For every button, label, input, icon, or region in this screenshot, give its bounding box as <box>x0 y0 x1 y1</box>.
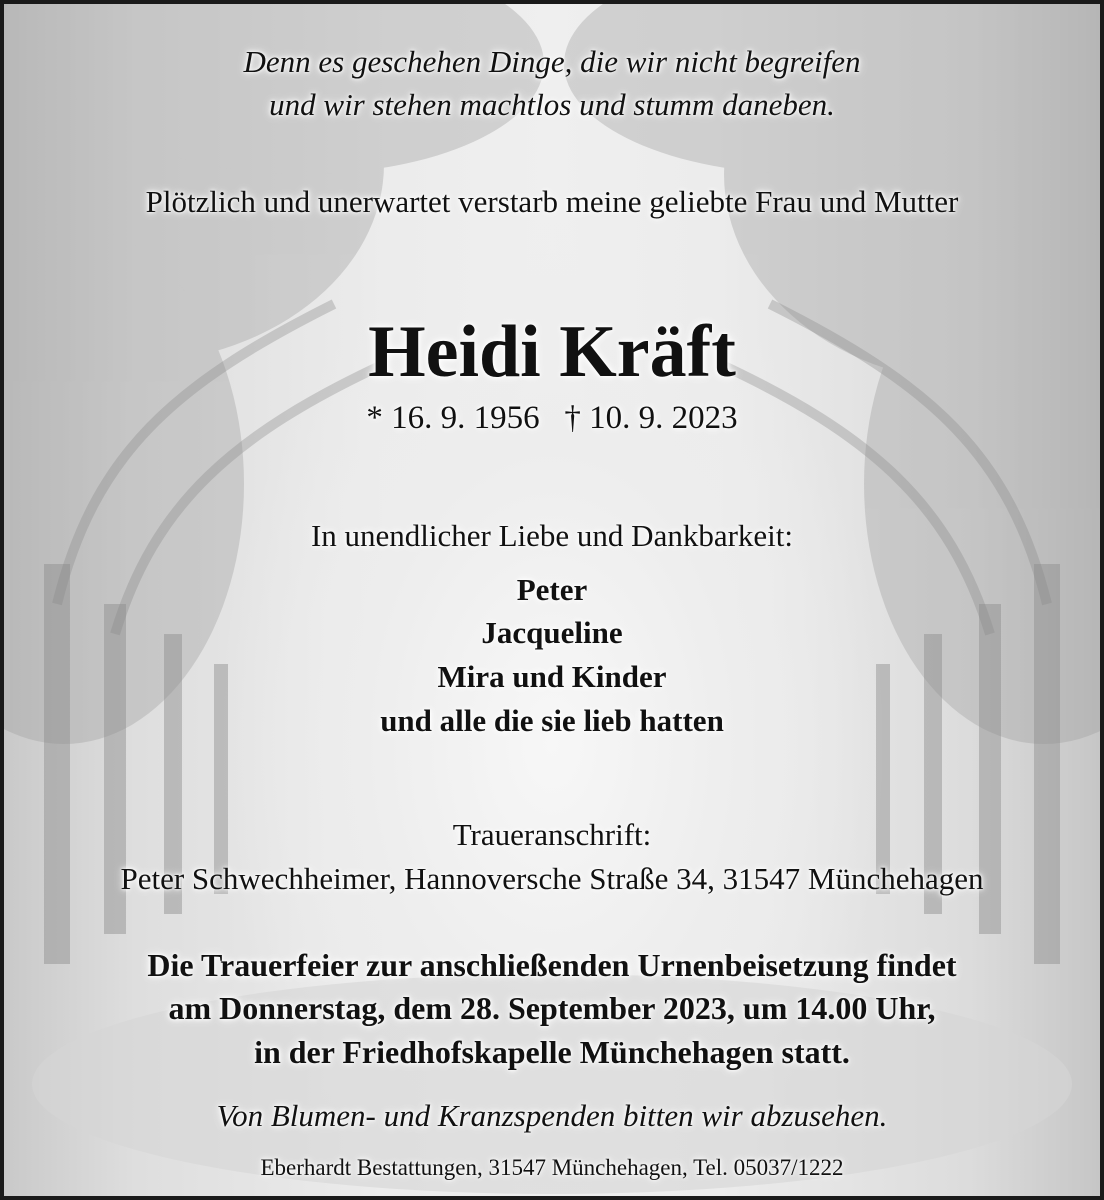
mourners-intro: In unendlicher Liebe und Dankbarkeit: <box>310 518 794 553</box>
life-dates: * 16. 9. 1956 † 10. 9. 2023 <box>366 400 738 436</box>
address-value: Peter Schwechheimer, Hannoversche Straße 34, 31547 Münchehagen <box>120 861 984 896</box>
verse-line-1: Denn es geschehen Dinge, die wir nicht begreifen <box>243 44 861 79</box>
verse-line-2: und wir stehen machtlos und stumm daneben. <box>269 87 835 122</box>
address-label: Traueranschrift: <box>452 817 652 852</box>
ceremony-line-2: am Donnerstag, dem 28. September 2023, um 14.00 Uhr, <box>168 990 936 1026</box>
funeral-home-info: Eberhardt Bestattungen, 31547 Münchehagen, Tel. 05037/1222 <box>260 1155 844 1180</box>
mourner-name: Peter <box>516 572 588 607</box>
deceased-name: Heidi Kräft <box>368 311 736 393</box>
mourner-name: und alle die sie lieb hatten <box>380 703 724 738</box>
ceremony-line-3: in der Friedhofskapelle Münchehagen statt. <box>254 1034 850 1070</box>
mourner-name: Mira und Kinder <box>437 659 667 694</box>
announcement-text: Plötzlich und unerwartet verstarb meine geliebte Frau und Mutter <box>145 184 959 219</box>
mourner-name: Jacqueline <box>481 615 623 650</box>
flower-request: Von Blumen- und Kranzspenden bitten wir abzusehen. <box>216 1098 888 1133</box>
ceremony-line-1: Die Trauerfeier zur anschließenden Urnenbeisetzung findet <box>147 947 957 983</box>
